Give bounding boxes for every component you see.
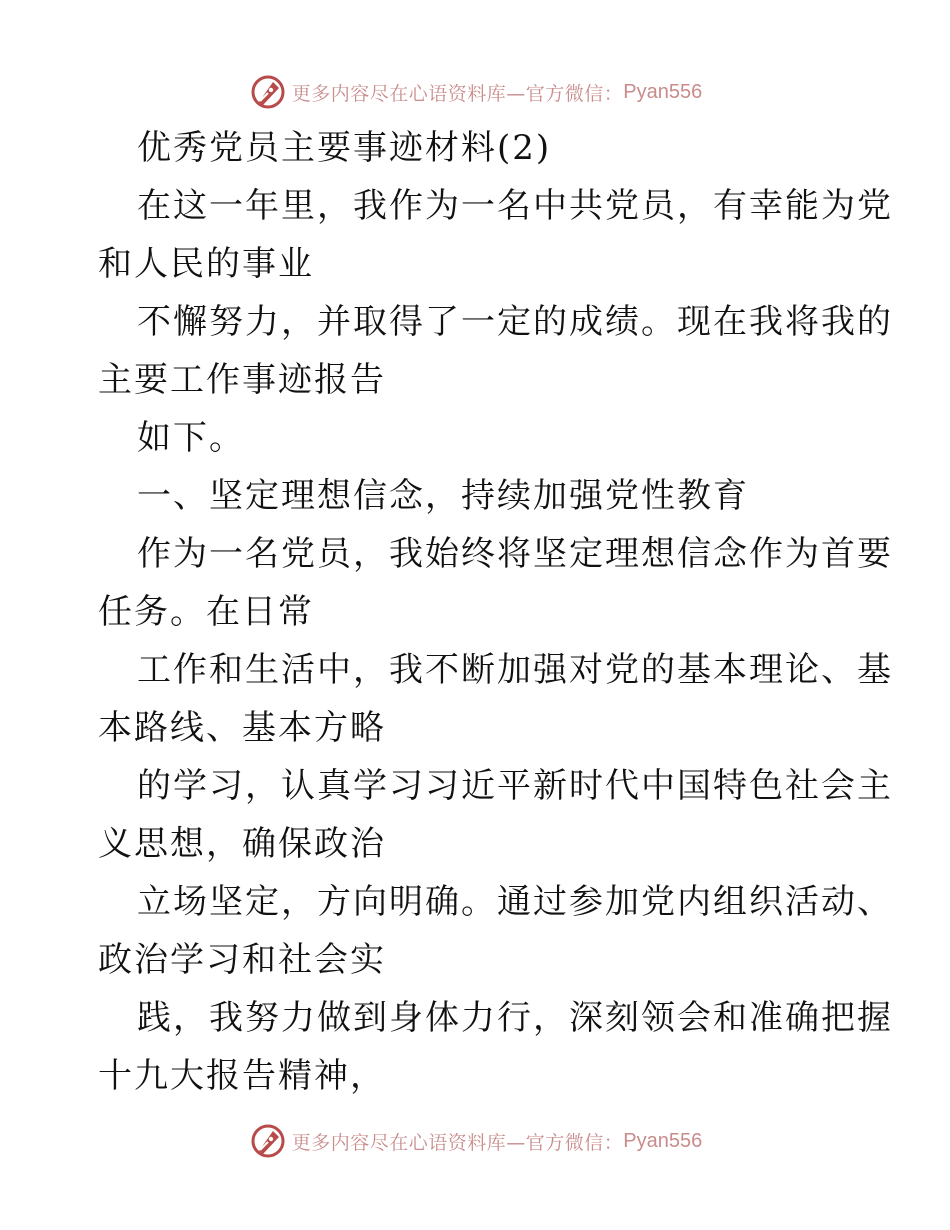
wechat-id: Pyan556	[623, 80, 703, 103]
paragraph-line: 和人民的事业	[98, 244, 314, 284]
paragraph-line: 的学习，认真学习习近平新时代中国特色社会主	[137, 766, 893, 806]
paragraph-line: 本路线、基本方略	[98, 708, 386, 748]
paragraph-line: 不懈努力，并取得了一定的成绩。现在我将我的	[137, 302, 893, 342]
document-title: 优秀党员主要事迹材料(2)	[137, 128, 552, 168]
paragraph-line: 义思想，确保政治	[98, 824, 386, 864]
paragraph-line: 践，我努力做到身体力行，深刻领会和准确把握	[137, 998, 893, 1038]
paragraph-line: 立场坚定，方向明确。通过参加党内组织活动、	[137, 882, 893, 922]
banner-text: 更多内容尽在心语资料库—官方微信：	[291, 82, 624, 105]
paragraph-line: 任务。在日常	[98, 592, 314, 632]
wechat-id: Pyan556	[623, 1129, 703, 1152]
pen-nib-logo-icon	[248, 1121, 288, 1161]
banner-text: 更多内容尽在心语资料库—官方微信：	[291, 1131, 624, 1154]
footer-banner	[0, 1119, 950, 1163]
paragraph-line: 工作和生活中，我不断加强对党的基本理论、基	[137, 650, 893, 690]
paragraph-line: 政治学习和社会实	[98, 940, 386, 980]
section-heading: 一、坚定理想信念，持续加强党性教育	[137, 476, 749, 516]
paragraph-line: 如下。	[137, 418, 245, 458]
paragraph-line: 十九大报告精神，	[98, 1056, 386, 1096]
paragraph-line: 作为一名党员，我始终将坚定理想信念作为首要	[137, 534, 893, 574]
pen-nib-logo-icon	[248, 72, 288, 112]
paragraph-line: 在这一年里，我作为一名中共党员，有幸能为党	[137, 186, 893, 226]
paragraph-line: 主要工作事迹报告	[98, 360, 386, 400]
header-banner	[0, 70, 950, 114]
